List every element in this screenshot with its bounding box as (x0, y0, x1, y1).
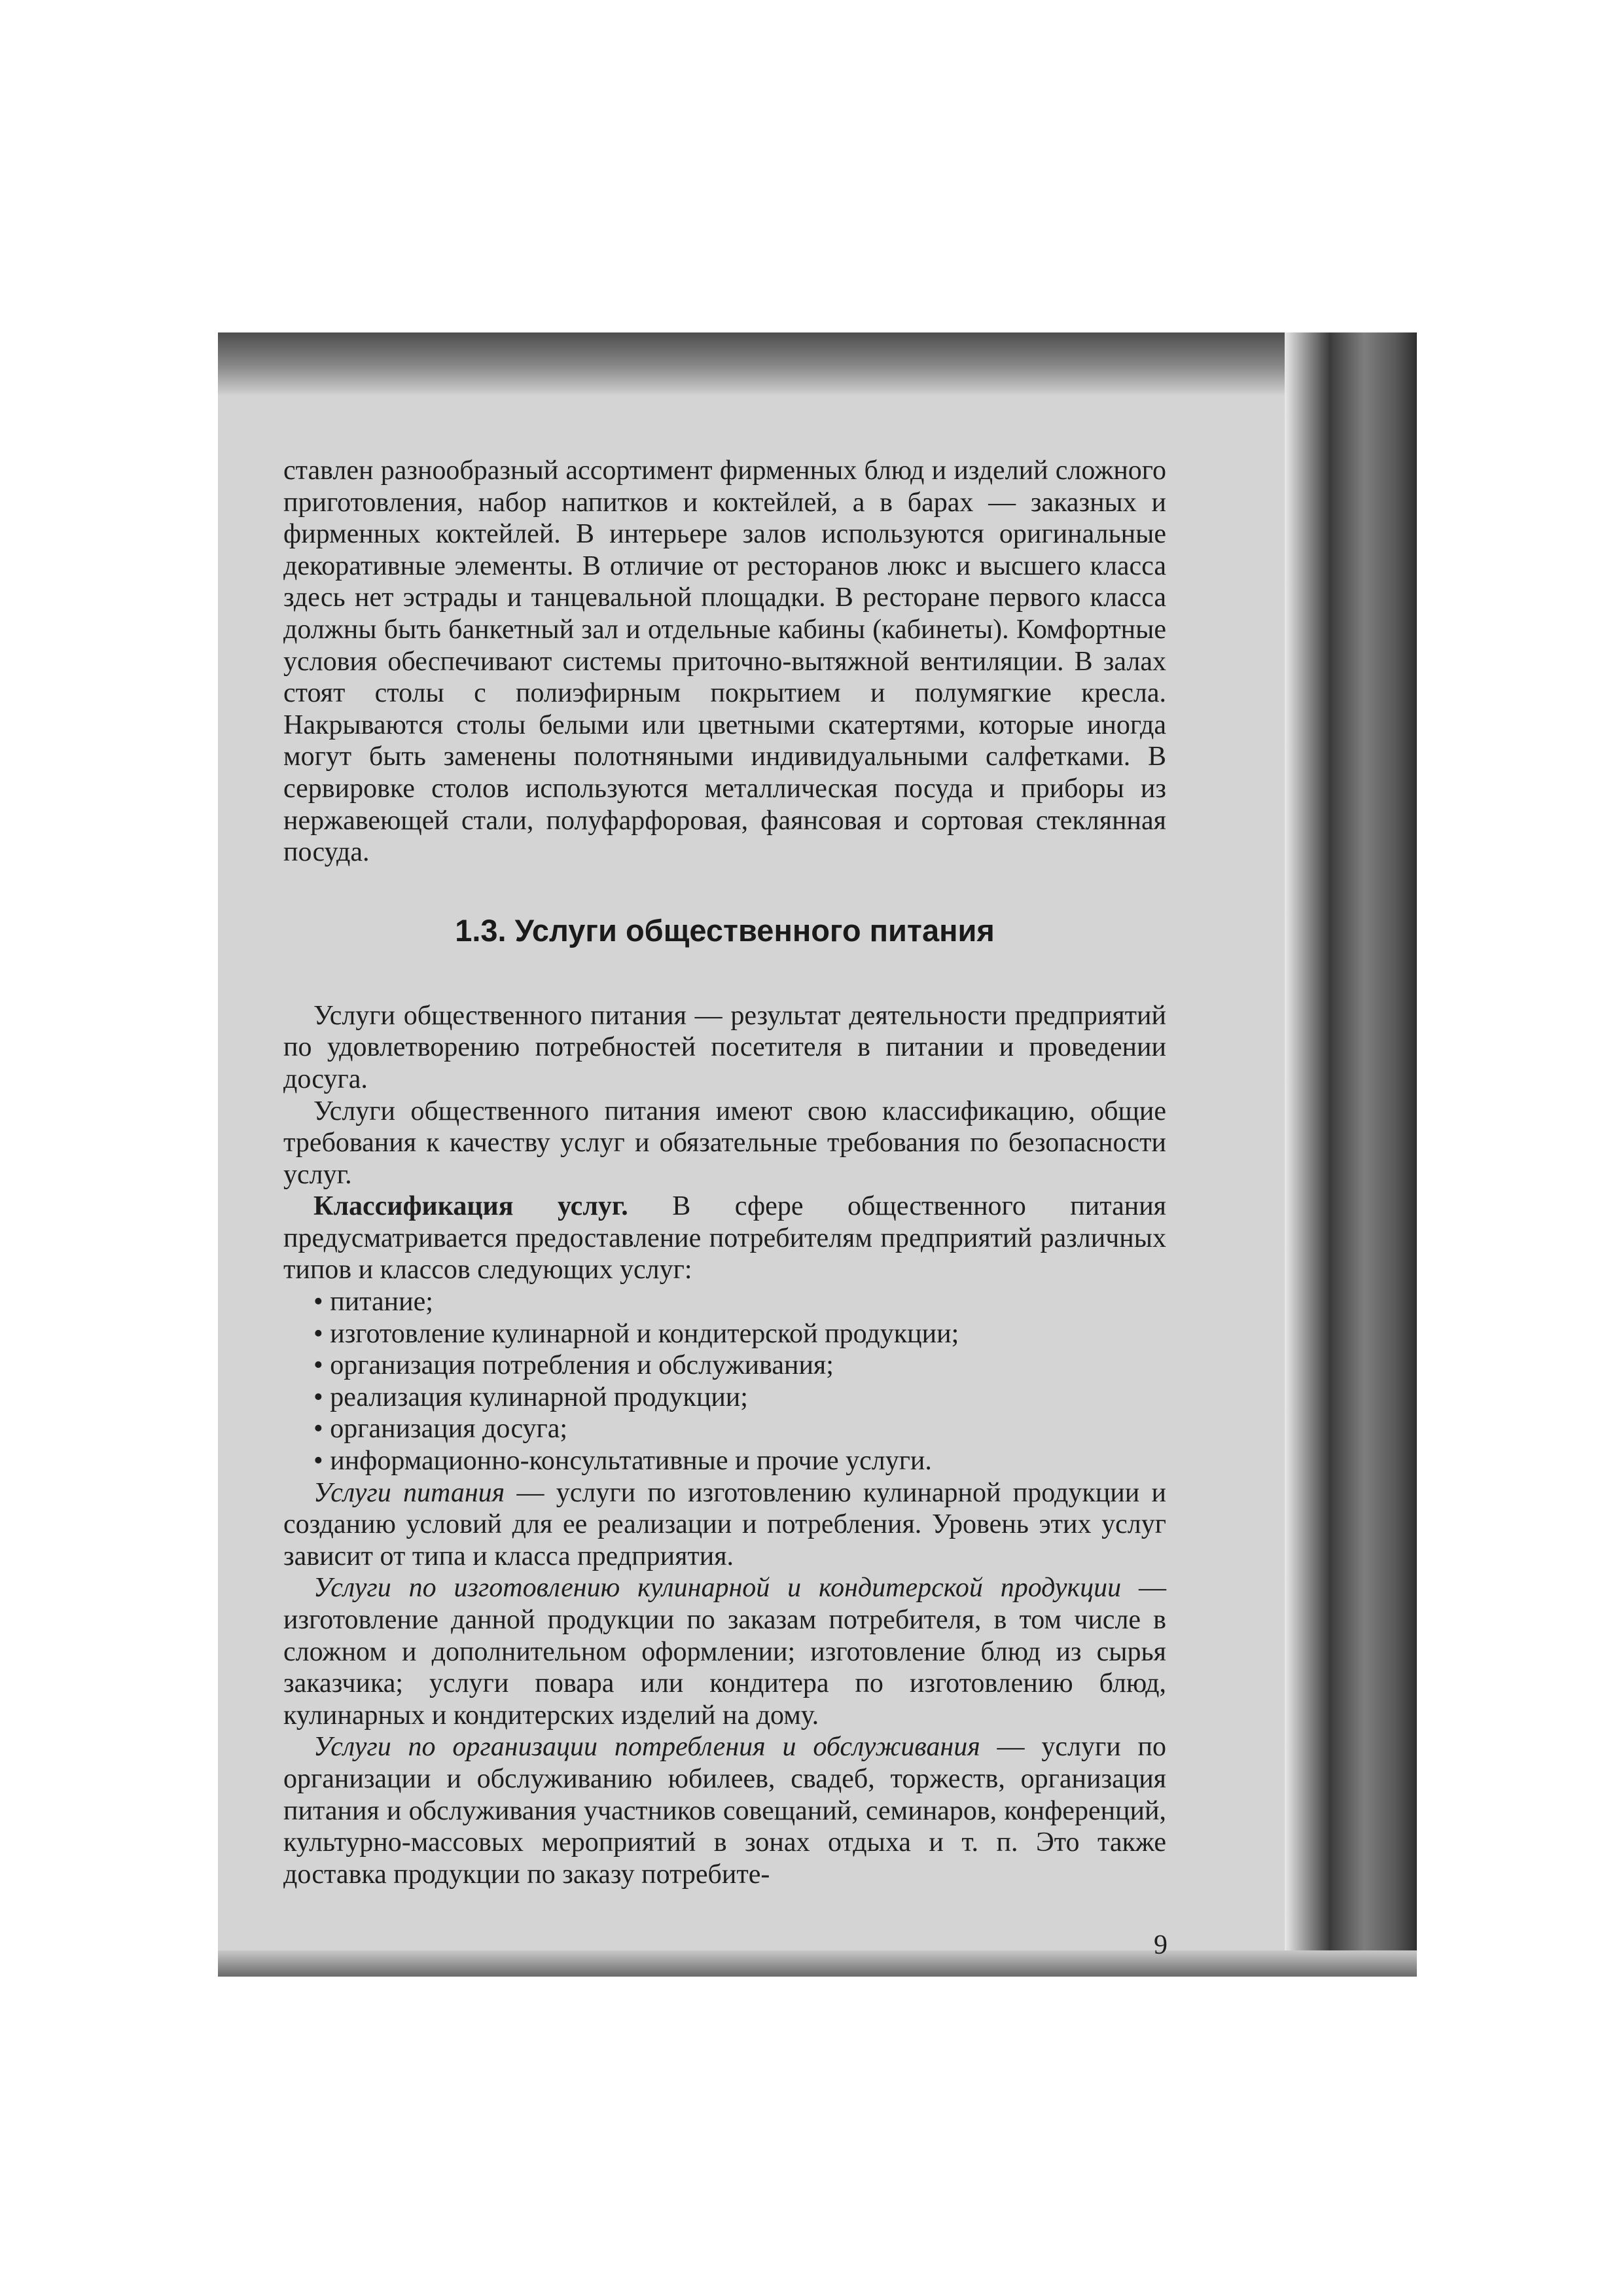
scan-bottom-shadow (218, 1950, 1417, 1977)
services-list (283, 1286, 1166, 1477)
book-page-edge (1329, 332, 1417, 1977)
food-services-paragraph (283, 1477, 1166, 1573)
production-services-paragraph (283, 1572, 1166, 1731)
definition-paragraph: Услуги общественного питания — результат деятельности предприятий по удовлетворению потребностей посетителя в питании и проведении досуга. (283, 1000, 1166, 1094)
production-services-term: Услуги по изготовлению кулинарной и кондитерской продукции (313, 1573, 1122, 1604)
list-item: • организация потребления и обслуживания; (313, 1350, 1166, 1382)
production-services-text: — изготовление данной продукции по заказам потребителя, в том числе в сложном и дополнительном оформлении; изготовление блюд из сырья заказчика; услуги повара или кондитера по изготовлению блюд, кулинарных и кондитерских изделий на дому. (283, 1573, 1166, 1731)
food-services-text: — услуги по изготовлению кулинарной продукции и созданию условий для ее реализации и потребления. Уровень этих услуг зависит от типа и класса предприятия. (283, 1477, 1166, 1571)
scanned-page (218, 332, 1417, 1977)
list-item: • реализация кулинарной продукции; (313, 1382, 1166, 1414)
book-spine-shadow (1285, 332, 1329, 1977)
page-number: 9 (1154, 1930, 1168, 1960)
consumption-services-text: — услуги по организации и обслуживанию юбилеев, свадеб, торжеств, организация питания и обслуживания участников совещаний, семинаров, конференций, культурно-массовых мероприятий в зонах отдыха и т. п. Это также доставка продукции по заказу потребите- (283, 1732, 1166, 1890)
list-item: • организация досуга; (313, 1413, 1166, 1445)
food-services-term: Услуги питания (313, 1477, 505, 1508)
text-column (283, 455, 1166, 1890)
requirements-paragraph: Услуги общественного питания имеют свою классификацию, общие требования к качеству услуг и обязательные требования по безопасности услуг. (283, 1096, 1166, 1190)
consumption-services-term: Услуги по организации потребления и обслуживания (313, 1732, 980, 1763)
consumption-services-paragraph (283, 1731, 1166, 1890)
list-item: • изготовление кулинарной и кондитерской продукции; (313, 1318, 1166, 1350)
section-heading: 1.3. Услуги общественного питания (455, 912, 995, 948)
scan-top-shadow (218, 332, 1417, 395)
classification-text: В сфере общественного питания предусматривается предоставление потребителям предприятий различных типов и классов следующих услуг: (283, 1191, 1166, 1285)
classification-term: Классификация услуг. (313, 1191, 628, 1222)
continued-paragraph: ставлен разнообразный ассортимент фирменных блюд и изделий сложного приготовления, набор напитков и коктейлей, а в барах — заказных и фирменных коктейлей. В интерьере залов используются оригинальные декоративные элементы. В отличие от ресторанов люкс и высшего класса здесь нет эстрады и танцевальной площадки. В ресторане первого класса должны быть банкетный зал и отдельные кабины (кабинеты). Комфортные условия обеспечивают системы приточно-вытяжной вентиляции. В залах стоят столы с полиэфирным покрытием и полумягкие кресла. Накрываются столы белыми или цветными скатертями, которые иногда могут быть заменены полотняными индивидуальными салфетками. В сервировке столов используются металлическая посуда и приборы из нержавеющей стали, полуфарфоровая, фаянсовая и сортовая стеклянная посуда. (283, 456, 1166, 868)
list-item: • питание; (313, 1286, 1166, 1318)
list-item: • информационно-консультативные и прочие услуги. (313, 1445, 1166, 1477)
classification-paragraph (283, 1191, 1166, 1286)
